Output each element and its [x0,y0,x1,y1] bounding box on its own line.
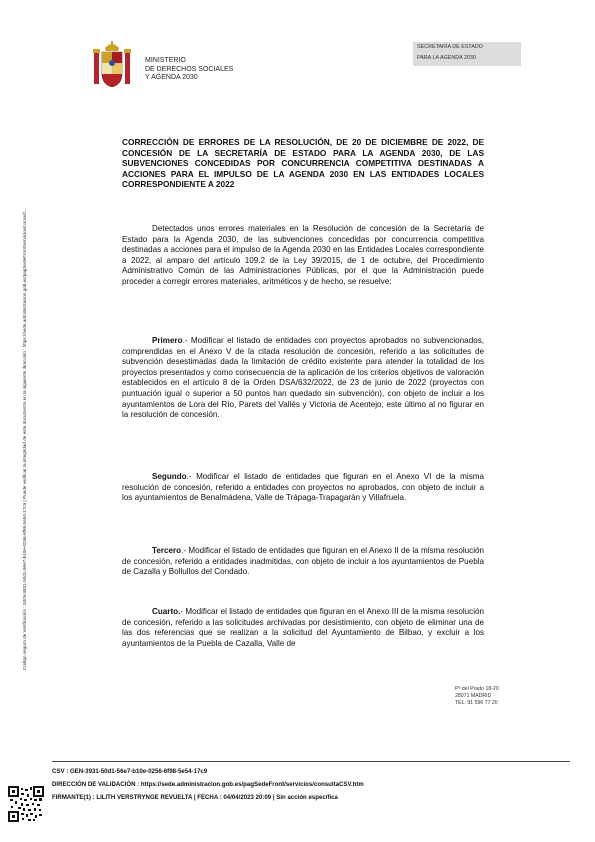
cuarto-text: - Modificar el listado de entidades que figuran en el Anexo III de la misma resolución de concesión, referido a las solicitudes archivadas por desistimiento, con objeto de eliminar una de las dos referencias que se realizan a la solicitud del Ayuntamiento de Bilbao, y excluir a los ayuntamientos de la Puebla de Cazalla, Valle de [122,607,484,648]
ministry-line-3: Y AGENDA 2030 [145,74,198,82]
footer-csv: CSV : GEN-3931-50d1-56e7-b10e-0256-6f98-5e54-17c9 [52,768,208,775]
segundo-text: .- Modificar el listado de entidades que figuran en el Anexo VI de la misma resolución de concesión, referido a entidades con proyectos no aprobados, con objeto de incluir a los ayuntamientos de Benalmádena, Valle de Trápaga-Trapagarán y Villafruela. [122,472,484,503]
segundo-paragraph [122,472,484,504]
address-line-1: Pº del Prado 18-20 [455,686,499,692]
ministry-line-2: DE DERECHOS SOCIALES [145,65,234,73]
cuarto-paragraph [122,607,484,649]
secretariat-line-1: SECRETARÍA DE ESTADO [417,44,483,50]
address-line-2: 28071 MADRID [455,692,492,699]
ministry-name [145,57,233,83]
footer-divider [52,761,570,762]
primero-paragraph [122,336,484,421]
tercero-paragraph [122,546,484,578]
tercero-text: .- Modificar el listado de entidades que figuran en el Anexo II de la misma resolución de concesión, referido a entidades inadmitidas, con objeto de incluir a los ayuntamientos de Puebla de Cazalla y Bollullos del Condado. [122,546,484,577]
ministry-line-1: MINISTERIO [145,57,186,64]
secretariat-box [413,42,521,66]
footer-validation-url[interactable]: DIRECCIÓN DE VALIDACIÓN : https://sede.administracion.gob.es/pagSedeFront/servicios/consultaCSV.htm [52,781,364,788]
side-verification-text: Código seguro de Verificación : GEN-3931-50d1-56e7-b10e-0256-6f98-5e54-17c9 | Puede verificar la integridad de este documento en la siguiente dirección : https://sede.administracion.gob.es/pagSedeFront/servicios/consult... [22,208,27,670]
footer-signer: FIRMANTE(1) : LILITH VERSTRYNGE REVUELTA | FECHA : 04/04/2023 20:09 | Sin acción específica [52,794,338,801]
intro-paragraph [122,224,484,288]
primero-text: .- Modificar el listado de entidades con proyectos aprobados no subvencionados, comprendidas en el Anexo V de la citada resolución de concesión, referido a las solicitudes de subvención desestimadas dada la limitación de crédito existente para atender la totalidad de los proyectos presentados y como consecuencia de la aplicación de los criterios objetivos de valoración establecidos en el artículo 8 de la Orden DSA/632/2022, de 23 de junio de 2022 (proyectos con puntuación igual o superior a 50 puntos han quedado sin subvención), con objeto de incluir a los ayuntamientos de Lora del Río, Parets del Vallés y Victoria de Acentejo, este último al no figurar en la resolución de concesión. [122,336,484,420]
tercero-label: Tercero [152,546,182,555]
cuarto-label: Cuarto. [152,607,181,616]
primero-label: Primero [152,336,183,345]
segundo-label: Segundo [152,472,187,481]
coat-of-arms-logo [91,40,133,90]
address-line-3: TEL: 91 596 77 20 [455,699,498,706]
intro-text: Detectados unos errores materiales en la Resolución de concesión de la Secretaría de Estado para la Agenda 2030, de las subvenciones concedidas por concurrencia competitiva destinadas a acciones para el impulso de la Agenda 2030 en las Entidades Locales correspondiente a 2022, al amparo del artículo 109.2 de la Ley 39/2015, de 1 de octubre, del Procedimiento Administrativo Común de las Administraciones Públicas, por el que la Administración puede proceder a corregir errores materiales, aritméticos y de hecho, se resuelve: [122,224,484,286]
address-block [455,686,499,706]
qr-code-icon [8,786,44,822]
secretariat-line-2: PARA LA AGENDA 2030 [417,55,476,61]
document-title: CORRECCIÓN DE ERRORES DE LA RESOLUCIÓN, DE 20 DE DICIEMBRE DE 2022, DE CONCESIÓN DE LA SECRETARÍA DE ESTADO PARA LA AGENDA 2030, DE LAS SUBVENCIONES CONCEDIDAS POR CONCURRENCIA COMPETITIVA DESTINADAS A ACCIONES PARA EL IMPULSO DE LA AGENDA 2030 EN LAS ENTIDADES LOCALES CORRESPONDIENTE A 2022 [122,137,484,190]
